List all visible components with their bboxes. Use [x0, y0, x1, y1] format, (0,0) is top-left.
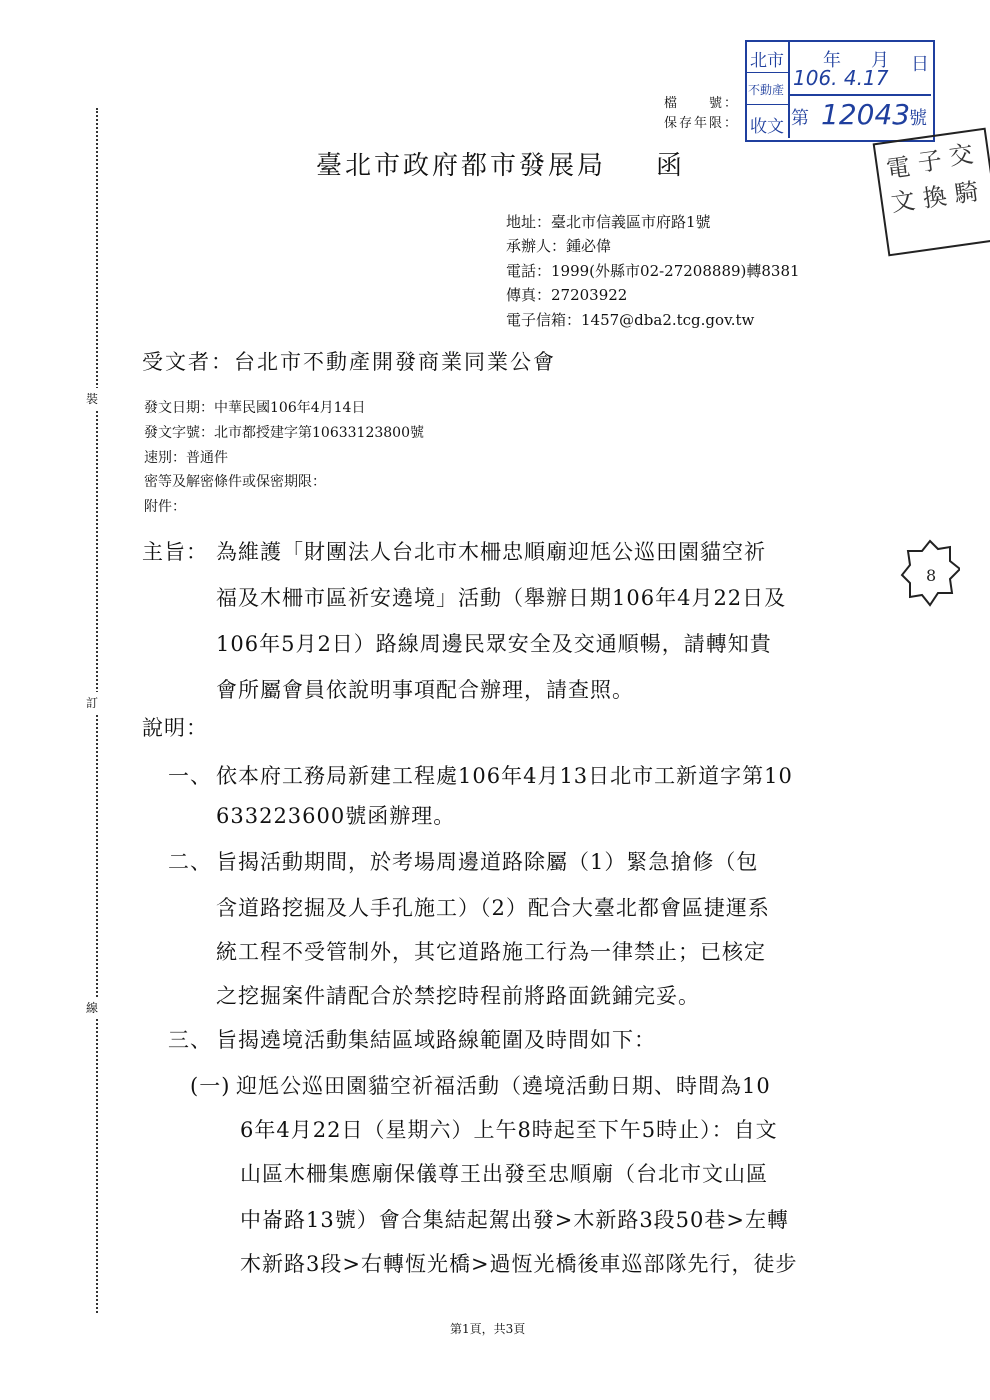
subject-line: 為維護「財團法人台北市木柵忠順廟迎尪公巡田園貓空祈 — [216, 540, 766, 564]
explanation-line: 633223600號函辦理。 — [216, 804, 456, 828]
explanation-line: 統工程不受管制外，其它道路施工行為一律禁止；已核定 — [216, 940, 766, 964]
stamp-number-handwritten: 12043 — [821, 98, 911, 131]
stamp-no-prefix: 第 — [791, 108, 809, 129]
stamp-month-label: 月 — [871, 50, 889, 71]
stamp-year-label: 年 — [823, 50, 841, 71]
explanation-line: 之挖掘案件請配合於禁挖時程前將路面銑鋪完妥。 — [216, 984, 700, 1008]
issue-date: 發文日期：中華民國106年4月14日 — [144, 400, 366, 416]
sub-item-line: 中崙路13號）會合集結起駕出發>木新路3段50巷>左轉 — [240, 1208, 789, 1232]
sub-item-line: 木新路3段>右轉恆光橋>過恆光橋後車巡部隊先行，徒步 — [240, 1252, 798, 1276]
explanation-item-prefix: 二、 — [168, 850, 212, 874]
receipt-stamp — [745, 40, 935, 142]
contact-phone: 電話：1999(外縣市02-27208889)轉8381 — [506, 262, 800, 280]
explanation-line: 含道路挖掘及人手孔施工）（2）配合大臺北都會區捷運系 — [216, 896, 770, 920]
stamp-day-label: 日 — [911, 54, 929, 75]
electronic-exchange-seal: 電 子 交 文 換 騎 — [873, 128, 990, 257]
contact-address: 地址：臺北市信義區市府路1號 — [506, 213, 711, 231]
secrecy-level: 密等及解密條件或保密期限： — [144, 474, 326, 490]
issue-number: 發文字號：北市都授建字第10633123800號 — [144, 425, 424, 441]
sub-item-line: 迎尪公巡田園貓空祈福活動（遶境活動日期、時間為10 — [236, 1074, 771, 1098]
file-number-label: 檔 號： — [664, 96, 740, 111]
gear-mark-number: 8 — [926, 566, 937, 585]
stamp-dept: 不動產 — [748, 83, 785, 97]
stamp-receive: 收文 — [750, 117, 784, 137]
binding-mark-xian: 線 — [86, 997, 98, 1018]
attachment: 附件： — [144, 499, 186, 515]
page-number: 第1頁，共3頁 — [450, 1322, 526, 1336]
speed-class: 速別：普通件 — [144, 450, 228, 466]
explanation-item-prefix: 一、 — [168, 764, 212, 788]
subject-label: 主旨： — [142, 540, 208, 564]
explanation-item-prefix: 三、 — [168, 1028, 212, 1052]
subject-line: 福及木柵市區祈安遶境」活動（舉辦日期106年4月22日及 — [216, 586, 787, 610]
retention-period-label: 保存年限： — [664, 116, 740, 131]
sub-item-line: 6年4月22日（星期六）上午8時起至下午5時止）：自文 — [240, 1118, 778, 1142]
document-type: 函 — [656, 151, 686, 181]
explanation-line: 旨揭遶境活動集結區域路線範圍及時間如下： — [216, 1028, 656, 1052]
subject-line: 會所屬會員依說明事項配合辦理，請查照。 — [216, 678, 634, 702]
binding-mark-zhuang: 裝 — [86, 388, 98, 409]
explanation-label: 說明： — [142, 716, 208, 740]
stamp-no-suffix: 號 — [909, 108, 927, 129]
contact-fax: 傳真：27203922 — [506, 286, 628, 304]
stamp-date-handwritten: 106. 4.17 — [793, 66, 889, 90]
contact-email: 電子信箱：1457@dba2.tcg.gov.tw — [506, 311, 755, 329]
recipient: 受文者：台北市不動產開發商業同業公會 — [142, 350, 556, 374]
subject-line: 106年5月2日）路線周邊民眾安全及交通順暢，請轉知貴 — [216, 632, 772, 656]
contact-handler: 承辦人：鍾必偉 — [506, 237, 612, 255]
explanation-line: 依本府工務局新建工程處106年4月13日北市工新道字第10 — [216, 764, 793, 788]
document-title-org: 臺北市政府都市發展局 — [316, 151, 607, 181]
explanation-line: 旨揭活動期間，於考場周邊道路除屬（1）緊急搶修（包 — [216, 850, 759, 874]
sub-item-prefix: (一) — [190, 1074, 231, 1098]
sub-item-line: 山區木柵集應廟保儀尊王出發至忠順廟（台北市文山區 — [240, 1162, 768, 1186]
binding-mark-ding: 訂 — [86, 692, 98, 713]
stamp-city: 北市 — [750, 51, 784, 71]
gear-mark-icon — [900, 535, 960, 615]
